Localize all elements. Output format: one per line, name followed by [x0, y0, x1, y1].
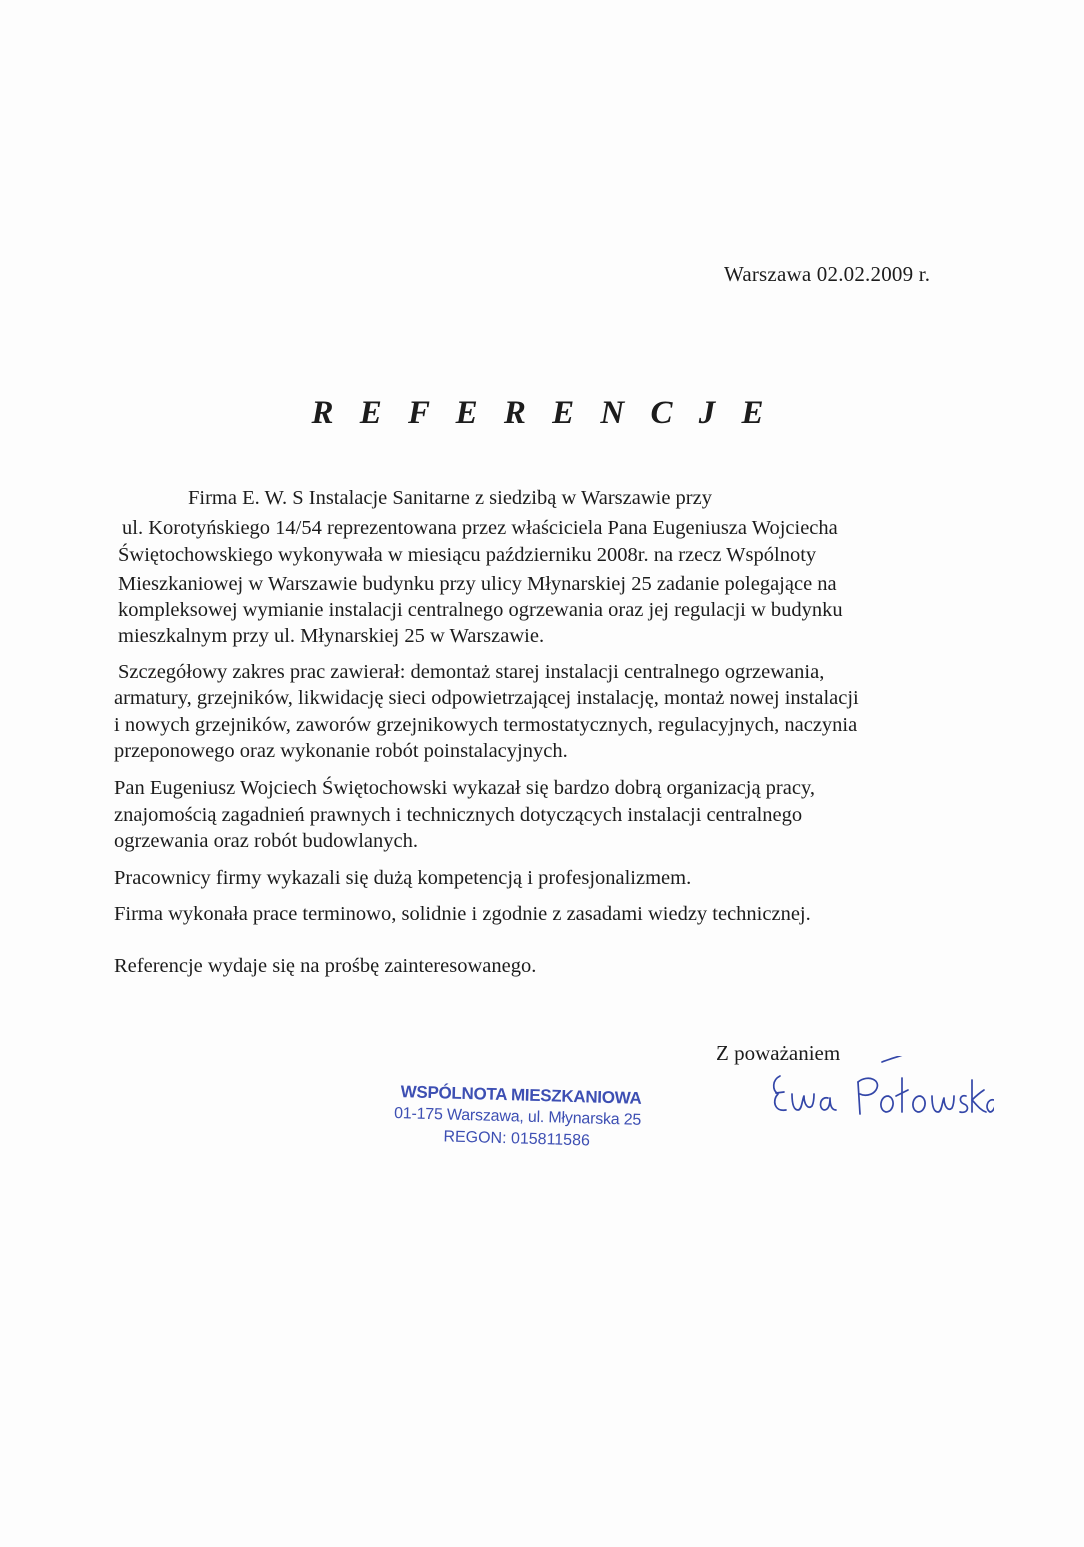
paragraph-4-line-1: Pracownicy firmy wykazali się dużą kompetencją i profesjonalizmem. — [114, 867, 692, 889]
closing-salutation: Z poważaniem — [716, 1041, 841, 1065]
paragraph-6-line-1: Referencje wydaje się na prośbę zainteresowanego. — [114, 955, 537, 977]
paragraph-2-line-1: Szczegółowy zakres prac zawierał: demontaż starej instalacji centralnego ogrzewania, — [118, 661, 825, 683]
paragraph-3-line-1: Pan Eugeniusz Wojciech Świętochowski wykazał się bardzo dobrą organizacją pracy, — [114, 777, 815, 799]
paragraph-1-line-3: Świętochowskiego wykonywała w miesiącu październiku 2008r. na rzecz Wspólnoty — [118, 544, 817, 566]
paragraph-1-line-5: kompleksowej wymianie instalacji centralnego ogrzewania oraz jej regulacji w budynku — [118, 599, 843, 621]
document-title: R E F E R E N C J E — [311, 395, 773, 431]
company-stamp — [393, 1081, 642, 1154]
paragraph-2-line-2: armatury, grzejników, likwidację sieci odpowietrzającej instalację, montaż nowej instalacji — [114, 687, 859, 709]
paragraph-1-line-1: Firma E. W. S Instalacje Sanitarne z siedzibą w Warszawie przy — [188, 487, 712, 509]
paragraph-3-line-2: znajomością zagadnień prawnych i technicznych dotyczących instalacji centralnego — [114, 804, 803, 826]
stamp-organization-name: WSPÓLNOTA MIESZKANIOWA — [400, 1082, 642, 1108]
stamp-address: 01-175 Warszawa, ul. Młynarska 25 — [393, 1104, 642, 1129]
handwritten-signature — [764, 1056, 994, 1128]
stamp-regon: REGON: 015811586 — [443, 1128, 591, 1150]
paragraph-2-line-4: przeponowego oraz wykonanie robót poinstalacyjnych. — [114, 740, 568, 762]
paragraph-1-line-6: mieszkalnym przy ul. Młynarskiej 25 w Warszawie. — [118, 625, 545, 647]
paragraph-1-line-4: Mieszkaniowej w Warszawie budynku przy ulicy Młynarskiej 25 zadanie polegające na — [118, 573, 837, 595]
paragraph-1-line-2: ul. Korotyńskiego 14/54 reprezentowana przez właściciela Pana Eugeniusza Wojciecha — [122, 517, 838, 539]
paragraph-2-line-3: i nowych grzejników, zaworów grzejnikowych termostatycznych, regulacyjnych, naczynia — [114, 714, 858, 736]
paragraph-5-line-1: Firma wykonała prace terminowo, solidnie i zgodnie z zasadami wiedzy technicznej. — [114, 903, 811, 925]
document-date: Warszawa 02.02.2009 r. — [724, 262, 931, 286]
paragraph-3-line-3: ogrzewania oraz robót budowlanych. — [114, 830, 418, 852]
